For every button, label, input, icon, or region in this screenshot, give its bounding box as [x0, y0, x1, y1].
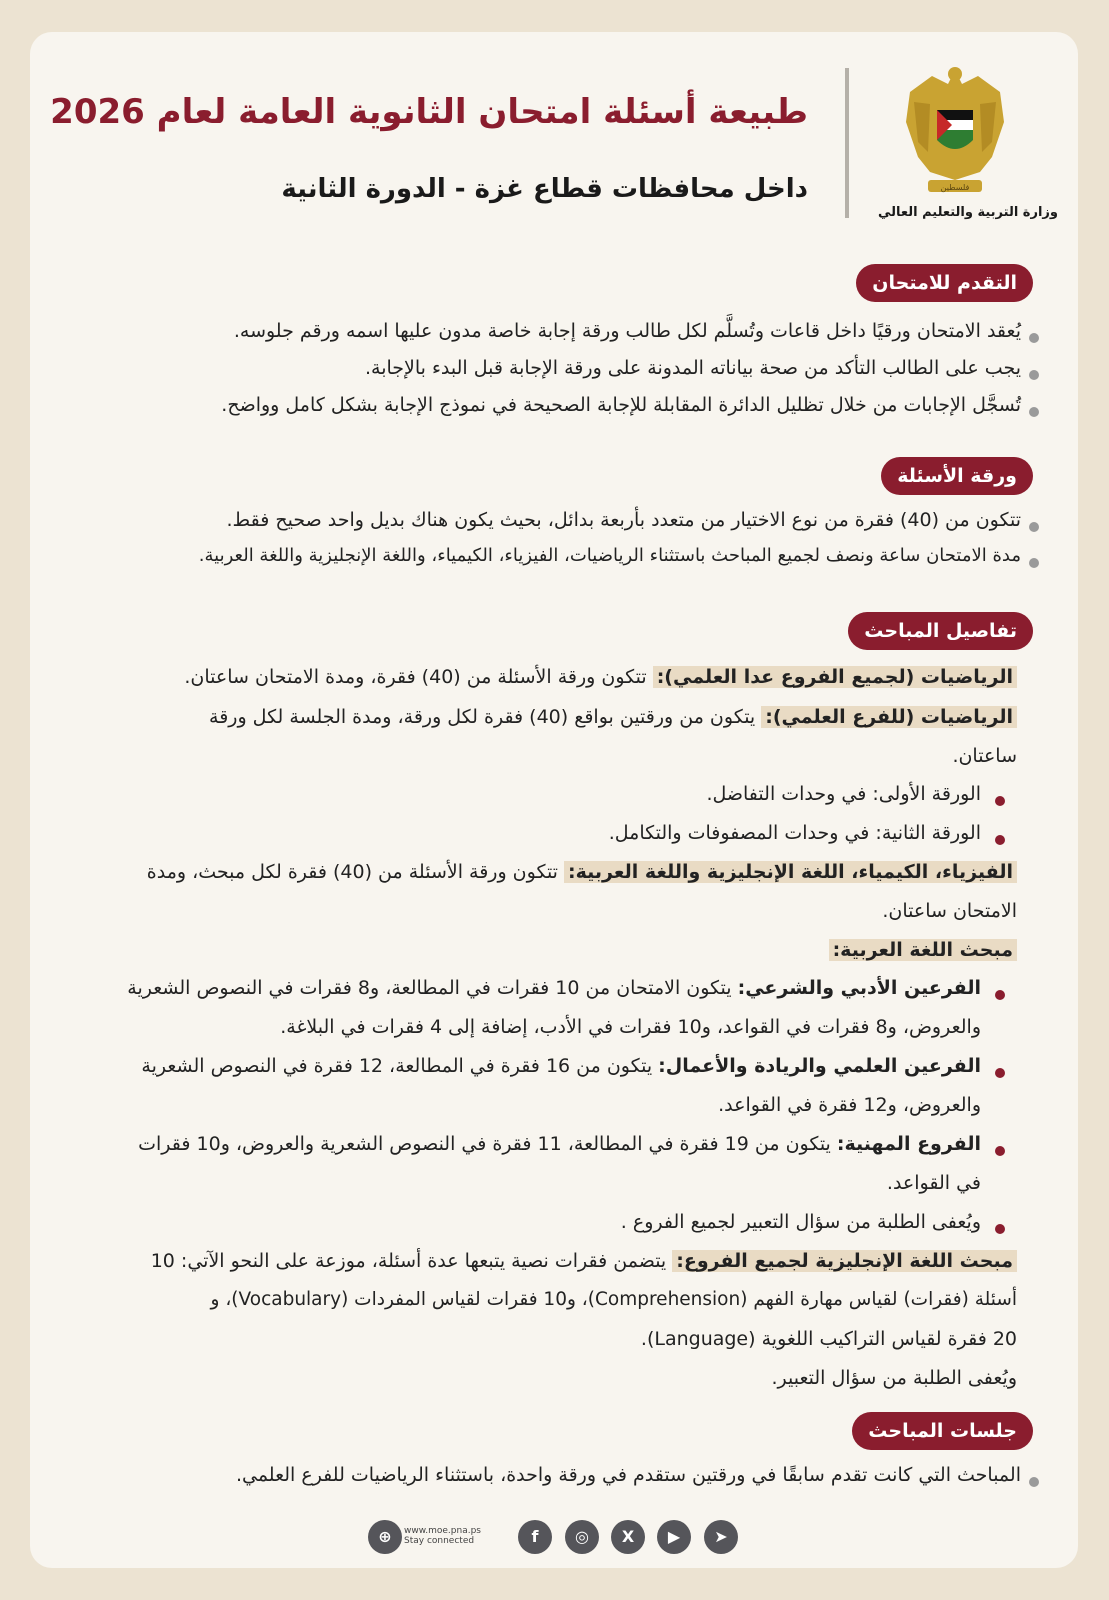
- math-all-text: تتكون ورقة الأسئلة من (40) فقرة، ومدة الامتحان ساعتان.: [184, 666, 653, 688]
- header-divider: [845, 68, 849, 218]
- bullet: [995, 796, 1005, 806]
- math-all-row: [40, 666, 1017, 688]
- list-item: تتكون من (40) فقرة من نوع الاختيار من متعدد بأربعة بدائل، بحيث يكون هناك بديل واحد صحيح فقط.: [226, 509, 1021, 531]
- bullet: [1029, 1477, 1039, 1487]
- voc-branch-label: الفروع المهنية:: [836, 1133, 981, 1155]
- voc-branch-row: [30, 1133, 981, 1155]
- arabic-label: مبحث اللغة العربية:: [829, 939, 1017, 961]
- page-title: طبيعة أسئلة امتحان الثانوية العامة لعام 2026: [50, 92, 808, 132]
- physics-row: [40, 861, 1017, 883]
- x-icon[interactable]: X: [611, 1520, 645, 1554]
- bullet: [995, 835, 1005, 845]
- ministry-name: وزارة التربية والتعليم العالي: [877, 205, 1058, 220]
- math-sci-label: الرياضيات (للفرع العلمي):: [761, 706, 1017, 728]
- physics-text: تتكون ورقة الأسئلة من (40) فقرة لكل مبحث، ومدة: [146, 861, 565, 883]
- bullet: [995, 1146, 1005, 1156]
- lit-branch-text-cont: والعروض، و8 فقرات في القواعد، و10 فقرات في الأدب، إضافة إلى 4 فقرات في البلاغة.: [280, 1016, 981, 1038]
- globe-icon[interactable]: ⊕: [368, 1520, 402, 1554]
- sci-branch-text: يتكون من 16 فقرة في المطالعة، 12 فقرة في النصوص الشعرية: [141, 1055, 659, 1077]
- english-label: مبحث اللغة الإنجليزية لجميع الفروع:: [672, 1250, 1017, 1272]
- website-link[interactable]: [404, 1526, 481, 1546]
- youtube-icon[interactable]: ▶: [657, 1520, 691, 1554]
- arabic-row: [40, 939, 1017, 961]
- sci-branch-label: الفرعين العلمي والريادة والأعمال:: [658, 1055, 981, 1077]
- page-subtitle: داخل محافظات قطاع غزة - الدورة الثانية: [281, 174, 808, 204]
- bullet: [1029, 558, 1039, 568]
- stay-connected: Stay connected: [404, 1536, 475, 1546]
- english-text: يتضمن فقرات نصية يتبعها عدة أسئلة، موزعة على النحو الآتي: 10: [150, 1250, 673, 1272]
- paper-two: الورقة الثانية: في وحدات المصفوفات والتكامل.: [608, 822, 981, 844]
- math-sci-text-cont: ساعتان.: [952, 745, 1017, 767]
- lit-branch-text: يتكون الامتحان من 10 فقرات في المطالعة، و8 فقرات في النصوص الشعرية: [127, 977, 738, 999]
- palestine-eagle-emblem-icon: [900, 62, 1010, 202]
- exempt-all: ويُعفى الطلبة من سؤال التعبير لجميع الفروع .: [620, 1211, 981, 1233]
- lit-branch-label: الفرعين الأدبي والشرعي:: [737, 977, 981, 999]
- voc-branch-text: يتكون من 19 فقرة في المطالعة، 11 فقرة في النصوص الشعرية والعروض، و10 فقرات: [138, 1133, 837, 1155]
- physics-text-cont: الامتحان ساعتان.: [882, 900, 1017, 922]
- telegram-icon[interactable]: ➤: [704, 1520, 738, 1554]
- english-exempt: ويُعفى الطلبة من سؤال التعبير.: [771, 1367, 1017, 1389]
- section-title-exam-entry: التقدم للامتحان: [856, 264, 1033, 302]
- sci-branch-row: [40, 1055, 981, 1077]
- section-title-question-paper: ورقة الأسئلة: [881, 457, 1033, 495]
- bullet: [1029, 333, 1039, 343]
- facebook-icon[interactable]: f: [518, 1520, 552, 1554]
- list-item: تُسجَّل الإجابات من خلال تظليل الدائرة المقابلة للإجابة الصحيحة في نموذج الإجابة بشكل كامل وواضح.: [221, 394, 1021, 416]
- math-sci-text: يتكون من ورقتين بواقع (40) فقرة لكل ورقة، ومدة الجلسة لكل ورقة: [209, 706, 762, 728]
- paper-one: الورقة الأولى: في وحدات التفاضل.: [706, 783, 981, 805]
- voc-branch-text-cont: في القواعد.: [886, 1172, 981, 1194]
- sci-branch-text-cont: والعروض، و12 فقرة في القواعد.: [718, 1094, 981, 1116]
- instagram-icon[interactable]: ◎: [565, 1520, 599, 1554]
- list-item: مدة الامتحان ساعة ونصف لجميع المباحث باستثناء الرياضيات، الفيزياء، الكيمياء، واللغة الإنجليزية واللغة العربية.: [198, 545, 1021, 566]
- english-row: [40, 1250, 1017, 1272]
- bullet: [1029, 370, 1039, 380]
- bullet: [995, 990, 1005, 1000]
- section-title-sessions: جلسات المباحث: [852, 1412, 1033, 1450]
- list-item: يُعقد الامتحان ورقيًا داخل قاعات وتُسلَّم لكل طالب ورقة إجابة خاصة مدون عليها اسمه ورقم جلوسه.: [233, 320, 1021, 342]
- bullet: [995, 1224, 1005, 1234]
- bullet: [995, 1068, 1005, 1078]
- website-url[interactable]: www.moe.pna.ps: [404, 1526, 481, 1536]
- section-title-subject-details: تفاصيل المباحث: [848, 612, 1033, 650]
- list-item: يجب على الطالب التأكد من صحة بياناته المدونة على ورقة الإجابة قبل البدء بالإجابة.: [364, 357, 1021, 379]
- bullet: [1029, 407, 1039, 417]
- bullet: [1029, 522, 1039, 532]
- math-sci-row: [40, 706, 1017, 728]
- header: [30, 62, 1078, 232]
- physics-label: الفيزياء، الكيمياء، اللغة الإنجليزية واللغة العربية:: [564, 861, 1017, 883]
- english-text-cont: أسئلة (فقرات) لقياس مهارة الفهم (Comprehension)، و10 فقرات لقياس المفردات (Vocabulary)، و: [210, 1289, 1017, 1310]
- svg-text:فلسطين: فلسطين: [940, 183, 970, 192]
- list-item: المباحث التي كانت تقدم سابقًا في ورقتين ستقدم في ورقة واحدة، باستثناء الرياضيات للفرع العلمي.: [235, 1464, 1021, 1486]
- math-all-label: الرياضيات (لجميع الفروع عدا العلمي):: [653, 666, 1017, 688]
- lit-branch-row: [30, 977, 981, 999]
- english-text-cont2: 20 فقرة لقياس التراكيب اللغوية (Language).: [640, 1328, 1017, 1350]
